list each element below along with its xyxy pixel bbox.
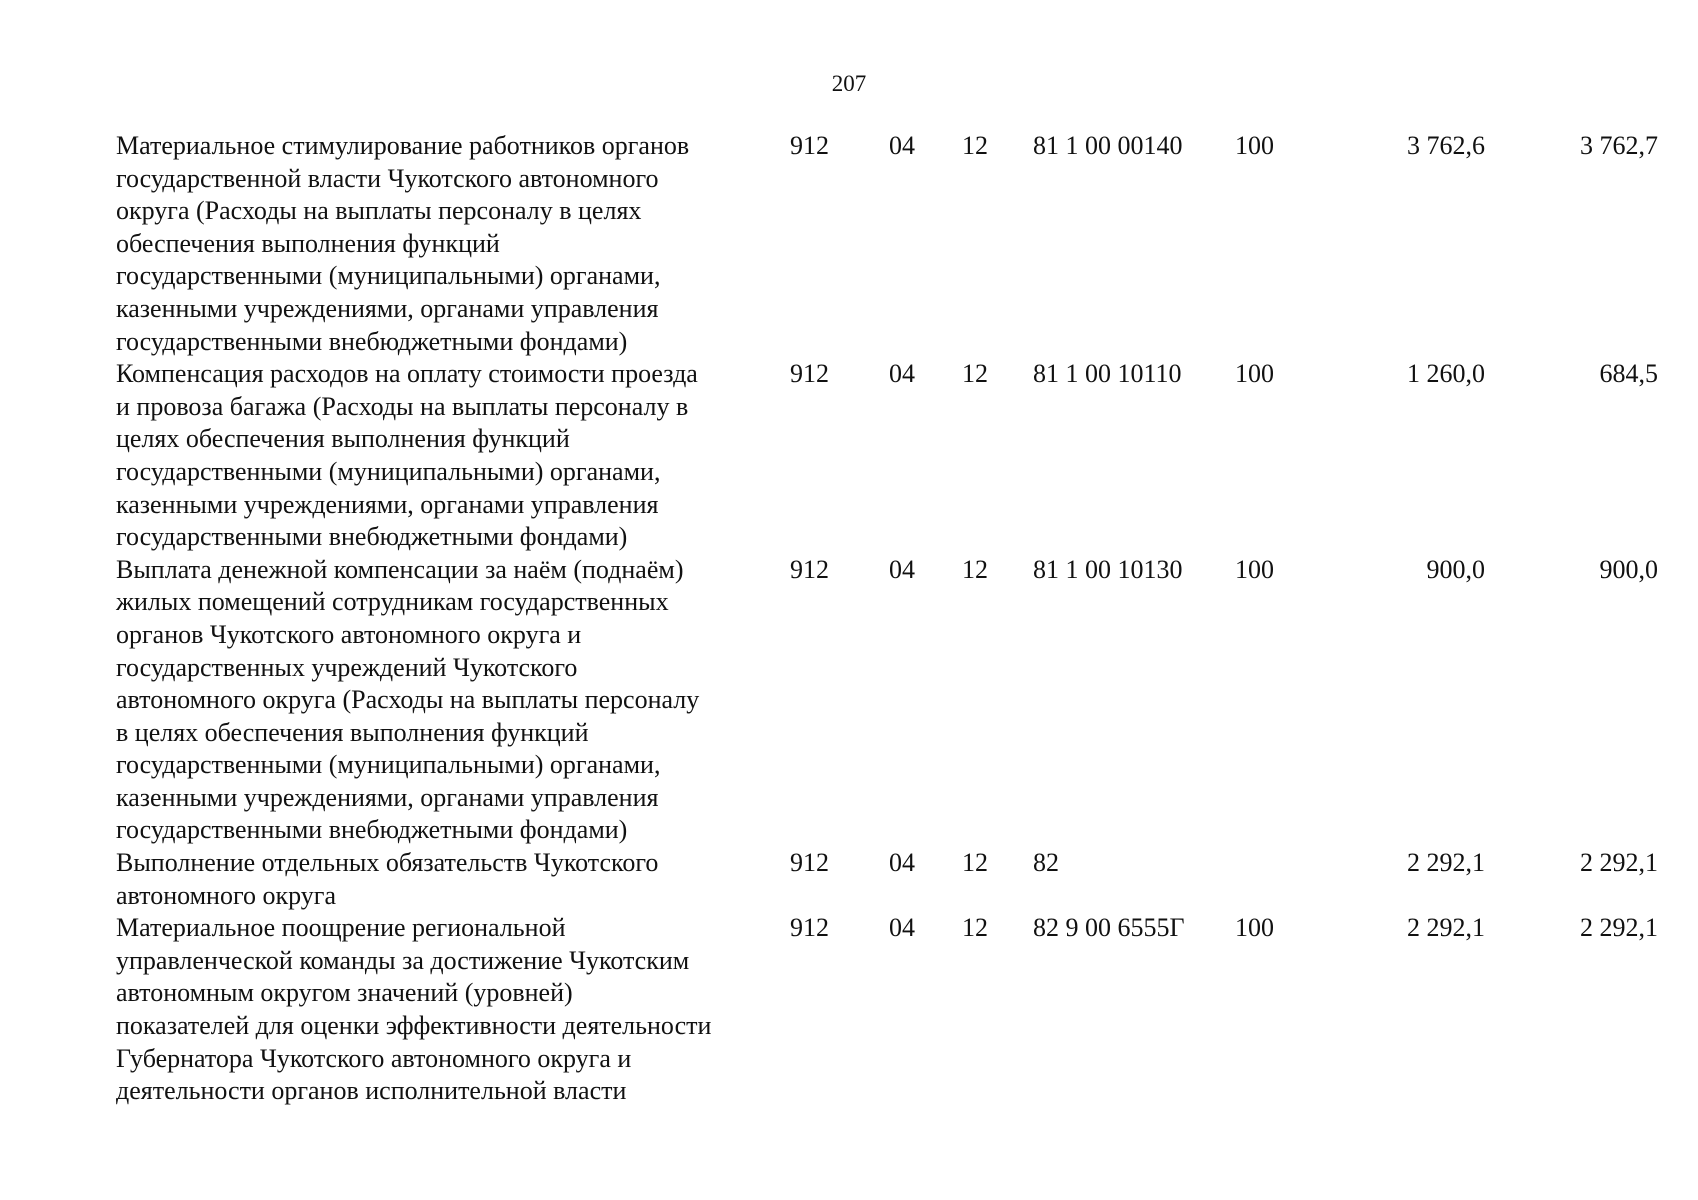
row-rz: 04 bbox=[889, 554, 915, 584]
row-description: Материальное стимулирование работников органов государственной власти Чукотского автономного округа (Расходы на выплаты персоналу в целях обеспечения выполнения функций государственными (муниципальными) органами, казенными учреждениями, органами управления государственными внебюджетными фондами) bbox=[116, 131, 690, 356]
row-sum-2: 900,0 bbox=[1599, 554, 1658, 584]
table-row bbox=[0, 912, 1698, 1108]
row-sum-1: 1 260,0 bbox=[1407, 359, 1485, 389]
page-number: 207 bbox=[831, 71, 867, 96]
table-row bbox=[0, 847, 1698, 912]
row-sum-2: 2 292,1 bbox=[1580, 913, 1658, 943]
row-vr: 100 bbox=[1235, 131, 1274, 160]
row-pr: 12 bbox=[962, 554, 988, 584]
row-description: Выплата денежной компенсации за наём (поднаём) жилых помещений сотрудникам государственных органов Чукотского автономного округа и государственных учреждений Чукотского автономного округа (Расходы на выплаты персоналу в целях обеспечения выполнения функций государственными (муниципальными) органами, казенными учреждениями, органами управления государственными внебюджетными фондами) bbox=[116, 554, 700, 845]
row-csr: 82 bbox=[1033, 848, 1059, 878]
row-sum-1: 2 292,1 bbox=[1407, 848, 1485, 878]
row-pr: 12 bbox=[962, 131, 988, 160]
row-pr: 12 bbox=[962, 848, 988, 878]
row-sum-2: 3 762,7 bbox=[1580, 131, 1658, 160]
row-rz: 04 bbox=[889, 359, 915, 389]
row-rz: 04 bbox=[889, 131, 915, 160]
row-gr: 912 bbox=[790, 554, 829, 584]
row-csr: 81 1 00 10110 bbox=[1033, 359, 1182, 389]
row-rz: 04 bbox=[889, 848, 915, 878]
row-vr: 100 bbox=[1235, 359, 1274, 389]
row-sum-1: 3 762,6 bbox=[1407, 131, 1485, 160]
table-row bbox=[0, 554, 1698, 847]
row-sum-1: 2 292,1 bbox=[1407, 913, 1485, 943]
row-sum-2: 2 292,1 bbox=[1580, 848, 1658, 878]
row-vr: 100 bbox=[1235, 554, 1274, 584]
row-csr: 81 1 00 00140 bbox=[1033, 131, 1183, 160]
table-row bbox=[0, 130, 1698, 358]
row-csr: 81 1 00 10130 bbox=[1033, 554, 1183, 584]
row-csr: 82 9 00 6555Г bbox=[1033, 913, 1185, 943]
row-gr: 912 bbox=[790, 359, 829, 389]
table-row bbox=[0, 358, 1698, 554]
row-gr: 912 bbox=[790, 913, 829, 943]
row-pr: 12 bbox=[962, 359, 988, 389]
row-gr: 912 bbox=[790, 848, 829, 878]
row-sum-2: 684,5 bbox=[1599, 359, 1658, 389]
budget-table bbox=[0, 130, 1698, 1108]
row-vr: 100 bbox=[1235, 913, 1274, 943]
row-pr: 12 bbox=[962, 913, 988, 943]
row-gr: 912 bbox=[790, 131, 829, 160]
row-description: Компенсация расходов на оплату стоимости проезда и провоза багажа (Расходы на выплаты персоналу в целях обеспечения выполнения функций государственными (муниципальными) органами, казенными учреждениями, органами управления государственными внебюджетными фондами) bbox=[116, 359, 698, 552]
row-sum-1: 900,0 bbox=[1426, 554, 1485, 584]
row-description: Выполнение отдельных обязательств Чукотского автономного округа bbox=[116, 848, 659, 910]
row-rz: 04 bbox=[889, 913, 915, 943]
row-description: Материальное поощрение региональной управленческой команды за достижение Чукотским автономным округом значений (уровней) показателей для оценки эффективности деятельности Губернатора Чукотского автономного округа и деятельности органов исполнительной власти bbox=[116, 913, 712, 1106]
